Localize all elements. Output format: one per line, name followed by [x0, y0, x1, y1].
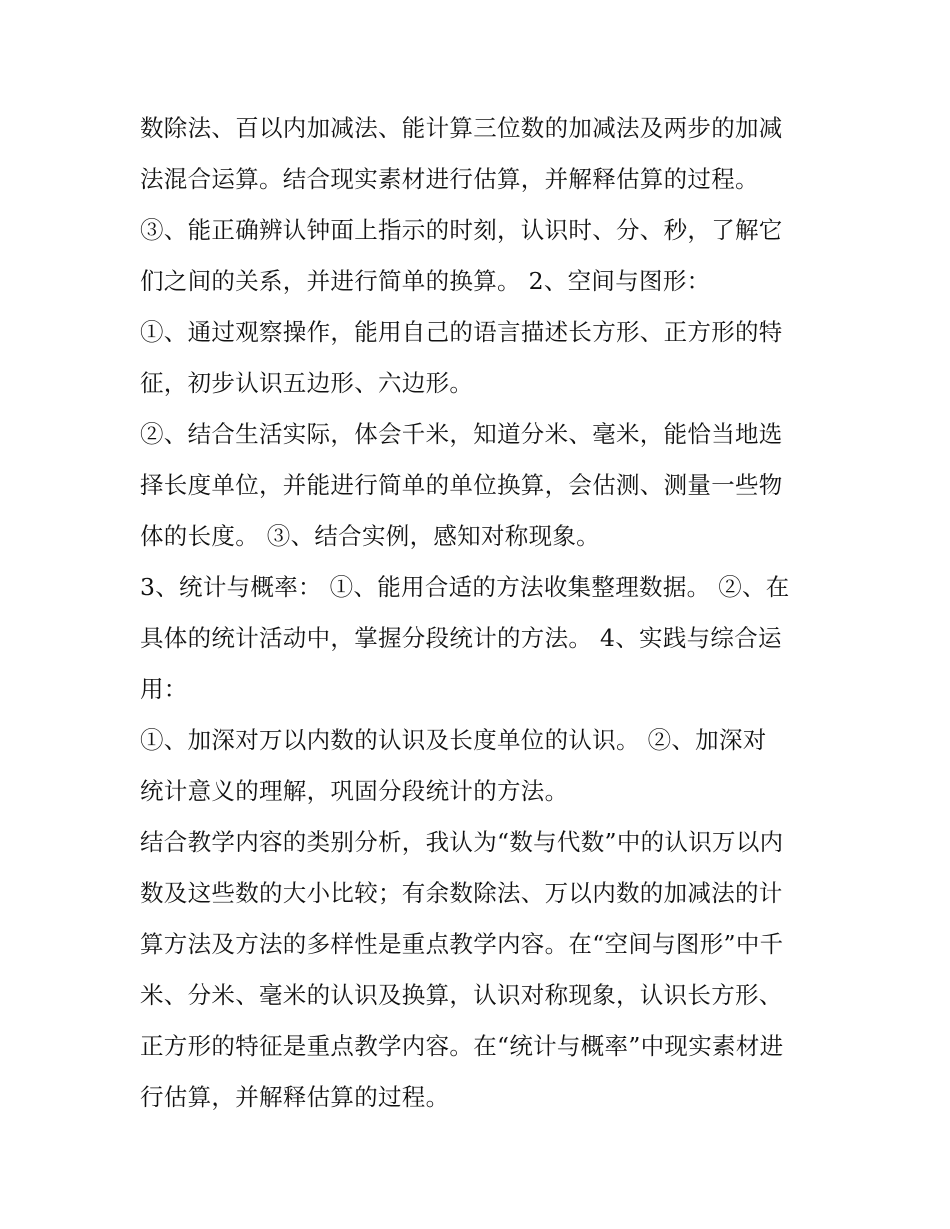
- text-line: 米、分米、毫米的认识及换算，认识对称现象，认识长方形、: [140, 981, 783, 1009]
- text-line: ②、结合生活实际，体会千米，知道分米、毫米，能恰当地选: [140, 420, 783, 448]
- text-line: 用：: [140, 675, 188, 703]
- text-line: 体的长度。 ③、结合实例，感知对称现象。: [140, 522, 600, 550]
- text-line: 行估算，并解释估算的过程。: [140, 1083, 450, 1111]
- text-line: 择长度单位，并能进行简单的单位换算，会估测、测量一些物: [140, 471, 783, 499]
- text-line: 法混合运算。结合现实素材进行估算，并解释估算的过程。: [140, 165, 759, 193]
- document-body: [140, 103, 830, 1123]
- text-line: ③、能正确辨认钟面上指示的时刻，认识时、分、秒，了解它: [140, 216, 783, 244]
- text-line: 统计意义的理解，巩固分段统计的方法。: [140, 777, 569, 805]
- text-line: ①、通过观察操作，能用自己的语言描述长方形、正方形的特: [140, 318, 783, 346]
- text-line: 们之间的关系，并进行简单的换算。 2、空间与图形：: [140, 267, 711, 295]
- text-line: 正方形的特征是重点教学内容。在“统计与概率”中现实素材进: [140, 1032, 784, 1060]
- text-line: 算方法及方法的多样性是重点教学内容。在“空间与图形”中千: [140, 930, 784, 958]
- text-line: 具体的统计活动中，掌握分段统计的方法。 4、实践与综合运: [140, 624, 782, 652]
- text-line: 结合教学内容的类别分析，我认为“数与代数”中的认识万以内: [140, 828, 784, 856]
- text-line: ①、加深对万以内数的认识及长度单位的认识。 ②、加深对: [140, 726, 767, 754]
- text-line: 数及这些数的大小比较；有余数除法、万以内数的加减法的计: [140, 879, 783, 907]
- text-line: 3、统计与概率： ①、能用合适的方法收集整理数据。 ②、在: [140, 573, 790, 601]
- text-line: 数除法、百以内加减法、能计算三位数的加减法及两步的加减: [140, 114, 783, 142]
- text-line: 征，初步认识五边形、六边形。: [140, 369, 474, 397]
